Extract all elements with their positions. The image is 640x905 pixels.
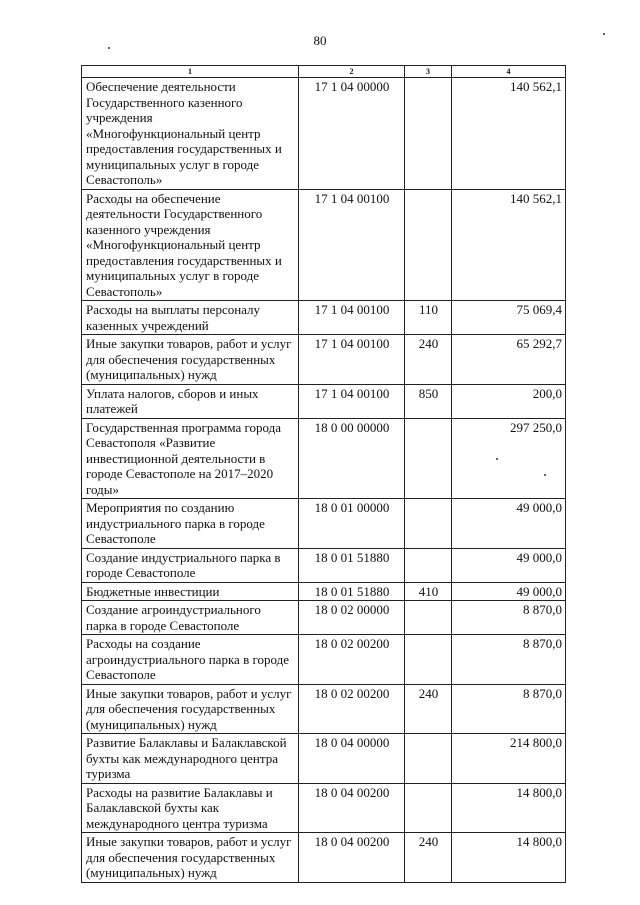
table-row	[82, 833, 566, 883]
table-row	[82, 301, 566, 335]
cell-name: Обеспечение деятельности Государственного казенного учреждения «Многофункциональный центр предоставления государственных и муниципальных услуг в городе Севастополь»	[82, 78, 299, 190]
cell-amount: 140 562,1	[452, 78, 566, 190]
cell-name: Развитие Балаклавы и Балаклавской бухты как международного центра туризма	[82, 734, 299, 784]
table-row	[82, 418, 566, 499]
table-body	[82, 78, 566, 883]
cell-name: Расходы на обеспечение деятельности Государственного казенного учреждения «Многофункциональный центр предоставления государственных и муниципальных услуг в городе Севастополь»	[82, 189, 299, 301]
cell-code: 17 1 04 00100	[299, 301, 405, 335]
scan-speck	[544, 474, 546, 476]
cell-name: Иные закупки товаров, работ и услуг для обеспечения государственных (муниципальных) нужд	[82, 833, 299, 883]
cell-amount: 8 870,0	[452, 635, 566, 685]
header-col-4: 4	[452, 66, 566, 78]
cell-amount: 65 292,7	[452, 335, 566, 385]
scan-speck	[603, 33, 605, 35]
cell-name: Иные закупки товаров, работ и услуг для обеспечения государственных (муниципальных) нужд	[82, 335, 299, 385]
cell-code: 17 1 04 00100	[299, 384, 405, 418]
cell-code: 18 0 04 00200	[299, 783, 405, 833]
table-row	[82, 335, 566, 385]
cell-code: 17 1 04 00100	[299, 335, 405, 385]
table-row	[82, 783, 566, 833]
cell-name: Расходы на выплаты персоналу казенных учреждений	[82, 301, 299, 335]
cell-name: Создание агроиндустриального парка в городе Севастополе	[82, 601, 299, 635]
cell-amount: 8 870,0	[452, 684, 566, 734]
cell-code: 18 0 02 00000	[299, 601, 405, 635]
table-row	[82, 189, 566, 301]
table-row	[82, 548, 566, 582]
cell-name: Мероприятия по созданию индустриального парка в городе Севастополе	[82, 499, 299, 549]
cell-amount: 214 800,0	[452, 734, 566, 784]
scan-speck	[496, 458, 498, 460]
table-row	[82, 384, 566, 418]
cell-amount: 49 000,0	[452, 582, 566, 601]
table-row	[82, 635, 566, 685]
table-row	[82, 601, 566, 635]
cell-code: 18 0 04 00200	[299, 833, 405, 883]
header-col-2: 2	[299, 66, 405, 78]
cell-expense-type	[405, 783, 452, 833]
table-row	[82, 78, 566, 190]
cell-expense-type	[405, 78, 452, 190]
header-col-1: 1	[82, 66, 299, 78]
cell-amount: 8 870,0	[452, 601, 566, 635]
table-row	[82, 684, 566, 734]
cell-amount: 200,0	[452, 384, 566, 418]
cell-amount: 14 800,0	[452, 783, 566, 833]
cell-name: Расходы на создание агроиндустриального парка в городе Севастополе	[82, 635, 299, 685]
cell-expense-type	[405, 418, 452, 499]
cell-amount: 140 562,1	[452, 189, 566, 301]
cell-code: 17 1 04 00000	[299, 78, 405, 190]
cell-name: Государственная программа города Севастополя «Развитие инвестиционной деятельности в городе Севастополе на 2017–2020 годы»	[82, 418, 299, 499]
table-header-row	[82, 66, 566, 78]
cell-expense-type	[405, 635, 452, 685]
cell-code: 17 1 04 00100	[299, 189, 405, 301]
cell-expense-type: 240	[405, 335, 452, 385]
cell-amount: 14 800,0	[452, 833, 566, 883]
cell-code: 18 0 01 51880	[299, 548, 405, 582]
cell-expense-type: 240	[405, 833, 452, 883]
cell-expense-type	[405, 734, 452, 784]
cell-code: 18 0 04 00000	[299, 734, 405, 784]
scan-speck	[108, 47, 110, 49]
cell-name: Иные закупки товаров, работ и услуг для обеспечения государственных (муниципальных) нужд	[82, 684, 299, 734]
table-row	[82, 734, 566, 784]
cell-expense-type: 850	[405, 384, 452, 418]
table-row	[82, 499, 566, 549]
cell-code: 18 0 01 51880	[299, 582, 405, 601]
cell-name: Расходы на развитие Балаклавы и Балаклавской бухты как международного центра туризма	[82, 783, 299, 833]
cell-name: Уплата налогов, сборов и иных платежей	[82, 384, 299, 418]
budget-table	[81, 65, 566, 883]
cell-amount: 297 250,0	[452, 418, 566, 499]
cell-expense-type: 410	[405, 582, 452, 601]
cell-code: 18 0 02 00200	[299, 635, 405, 685]
cell-name: Бюджетные инвестиции	[82, 582, 299, 601]
cell-expense-type	[405, 189, 452, 301]
cell-expense-type	[405, 499, 452, 549]
table-row	[82, 582, 566, 601]
cell-amount: 49 000,0	[452, 499, 566, 549]
cell-code: 18 0 01 00000	[299, 499, 405, 549]
cell-amount: 49 000,0	[452, 548, 566, 582]
page-number: 80	[313, 33, 327, 48]
cell-code: 18 0 02 00200	[299, 684, 405, 734]
cell-expense-type	[405, 601, 452, 635]
cell-amount: 75 069,4	[452, 301, 566, 335]
cell-expense-type	[405, 548, 452, 582]
header-col-3: 3	[405, 66, 452, 78]
cell-code: 18 0 00 00000	[299, 418, 405, 499]
cell-expense-type: 240	[405, 684, 452, 734]
cell-expense-type: 110	[405, 301, 452, 335]
cell-name: Создание индустриального парка в городе Севастополе	[82, 548, 299, 582]
